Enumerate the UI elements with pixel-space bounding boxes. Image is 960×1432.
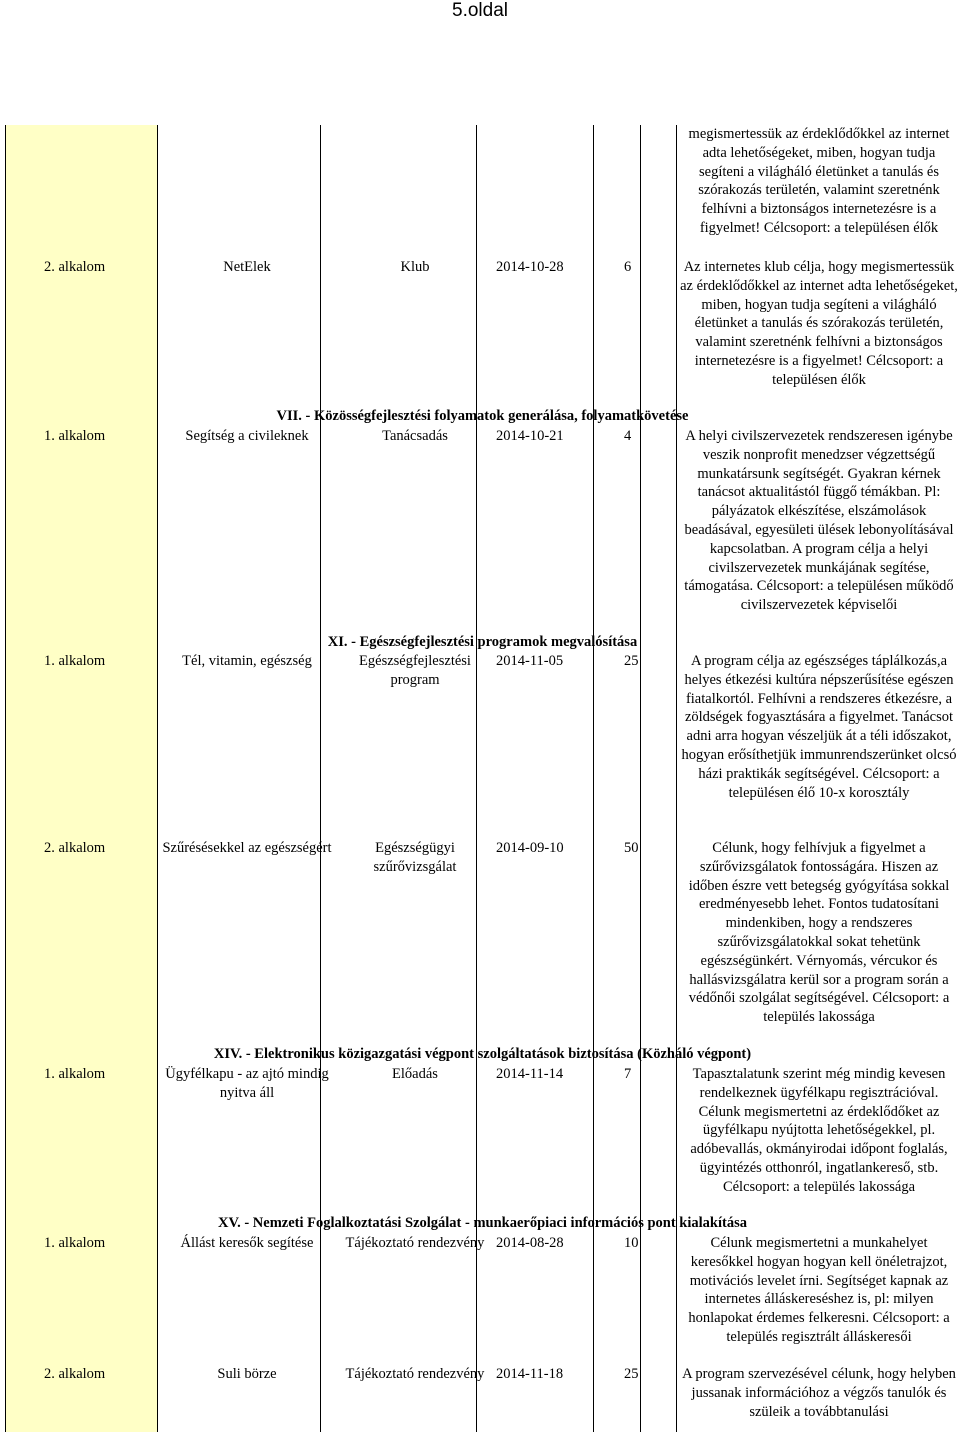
title-cell: NetElek — [223, 259, 271, 275]
occasion-cell: 1. alkalom — [44, 1066, 106, 1082]
title-cell: Tél, vitamin, egészség — [182, 653, 312, 669]
title-cell: Szűrésésekkel az egészségért — [162, 840, 332, 856]
occasion-cell: 1. alkalom — [44, 428, 106, 444]
date-cell: 2014-11-14 — [496, 1066, 564, 1082]
title-cell: Suli börze — [217, 1366, 277, 1382]
description-cell: A program célja az egészséges táplálkozás,a helyes étkezési kultúra népszerűsítése egészen fiatalkortól. Felhívni a rendszeres étkezésre, a zöldségek fogyasztására a figyelmet. Tanácsot adni arra hogyan vészeljük át a téli időszakot, hogyan erősíthetjük immunrendszerünket olcsó házi praktikák segítségével. Célcsoport: a településen élő 10-x korosztály — [681, 653, 957, 801]
description-cell: megismertessük az érdeklődőkkel az internet adta lehetőségeket, miben, hogyan tudja segíteni a világháló életünket a tanulás és szórakozás területén, valamint szeretnénk felhívni a biztonságos internetezésre is a figyelmet! Célcsoport: a településen élők — [688, 126, 950, 236]
description-cell: Célunk, hogy felhívjuk a figyelmet a szűrővizsgálatok fontosságára. Hiszen az időben észre vett betegség gyógyítása sokkal eredményesebb lehet. Fontos tudatosítani mindenkiben, hogy a rendszeres szűrővizsgálatokkal sokat tehetünk egészségünkért. Vérnyomás, vércukor és hallásvizsgálatra kerül sor a program során a védőnői szolgálat segítségével. Célcsoport: a település lakossága — [688, 840, 950, 1026]
description-cell: Az internetes klub célja, hogy megismertessük az érdeklődőkkel az internet adta lehetőségeket, miben, hogyan tudja segíteni a világháló életünket a tanulás és szórakozás területén, valamint szeretnénk felhívni a biztonságos internetezésre is a figyelmet! Célcsoport: a településen élők — [680, 259, 958, 388]
page-number: 5.oldal — [452, 0, 508, 21]
count-cell: 25 — [624, 653, 639, 669]
occasion-cell: 2. alkalom — [44, 1366, 106, 1382]
date-cell: 2014-08-28 — [496, 1235, 564, 1251]
occasion-cell: 1. alkalom — [44, 653, 106, 669]
section-heading: XV. - Nemzeti Foglalkoztatási Szolgálat - munkaerőpiaci információs pont kialakítása — [218, 1215, 747, 1231]
type-cell: Egészségfejlesztési program — [359, 653, 471, 688]
occasion-cell: 1. alkalom — [44, 1235, 106, 1251]
description-cell: Célunk megismertetni a munkahelyet keresőkkel hogyan hogyan kell önéletrajzot, motivációs levelet írni. Segítséget kapnak az internetes álláskereséshez is, pl: milyen honlapokat érdemes felkeresni. Célcsoport: a település regisztrált álláskeresői — [688, 1235, 950, 1345]
type-cell: Tájékoztató rendezvény — [345, 1235, 485, 1251]
title-cell: Állást keresők segítése — [180, 1235, 314, 1251]
section-heading: VII. - Közösségfejlesztési folyamatok generálása, folyamatkövetése — [276, 408, 689, 424]
column-divider — [676, 125, 677, 1432]
left-border — [5, 125, 6, 1432]
count-cell: 50 — [624, 840, 639, 856]
description-cell: Tapasztalatunk szerint még mindig kevesen rendelkeznek ügyfélkapu regisztrációval. Célunk megismertetni az érdeklődőket az ügyfélkapu nyújtotta lehetőségekkel, pl. adóbevallás, okmányirodai időpont foglalás, ügyintézés otthonról, ingatlankereső, stb. Célcsoport: a település lakossága — [690, 1066, 948, 1195]
date-cell: 2014-11-18 — [496, 1366, 564, 1382]
type-cell: Tanácsadás — [382, 428, 448, 444]
occasion-cell: 2. alkalom — [44, 259, 106, 275]
section-heading: XI. - Egészségfejlesztési programok megvalósítása — [327, 634, 638, 650]
count-cell: 25 — [624, 1366, 639, 1382]
count-cell: 10 — [624, 1235, 639, 1251]
count-cell: 4 — [624, 428, 632, 444]
description-cell: A program szervezésével célunk, hogy helyben jussanak információhoz a végzős tanulók és szüleik a továbbtanulási — [682, 1366, 956, 1420]
date-cell: 2014-10-21 — [496, 428, 564, 444]
title-cell: Ügyfélkapu - az ajtó mindig nyitva áll — [165, 1066, 329, 1101]
title-cell: Segítség a civileknek — [185, 428, 309, 444]
date-cell: 2014-11-05 — [496, 653, 564, 669]
count-cell: 7 — [624, 1066, 632, 1082]
type-cell: Előadás — [392, 1066, 438, 1082]
date-cell: 2014-10-28 — [496, 259, 564, 275]
date-cell: 2014-09-10 — [496, 840, 564, 856]
occasion-cell: 2. alkalom — [44, 840, 106, 856]
description-cell: A helyi civilszervezetek rendszeresen igénybe veszik nonprofit menedzser végzettségű munkatársunk segítségét. Gyakran kérnek tanácsot aktualitástól függő témákban. Pl: pályázatok elkészítése, elszámolások beadásával, egyesületi ülések lebonyolításával kapcsolatban. A program célja a helyi civilszervezetek munkájának segítése, támogatása. Célcsoport: a településen működő civilszervezetek képviselői — [684, 428, 954, 614]
count-cell: 6 — [624, 259, 632, 275]
section-heading: XIV. - Elektronikus közigazgatási végpont szolgáltatások biztosítása (Közháló végpont) — [213, 1046, 752, 1062]
type-cell: Tájékoztató rendezvény — [345, 1366, 485, 1382]
type-cell: Egészségügyi szűrővizsgálat — [373, 840, 457, 875]
type-cell: Klub — [400, 259, 430, 275]
